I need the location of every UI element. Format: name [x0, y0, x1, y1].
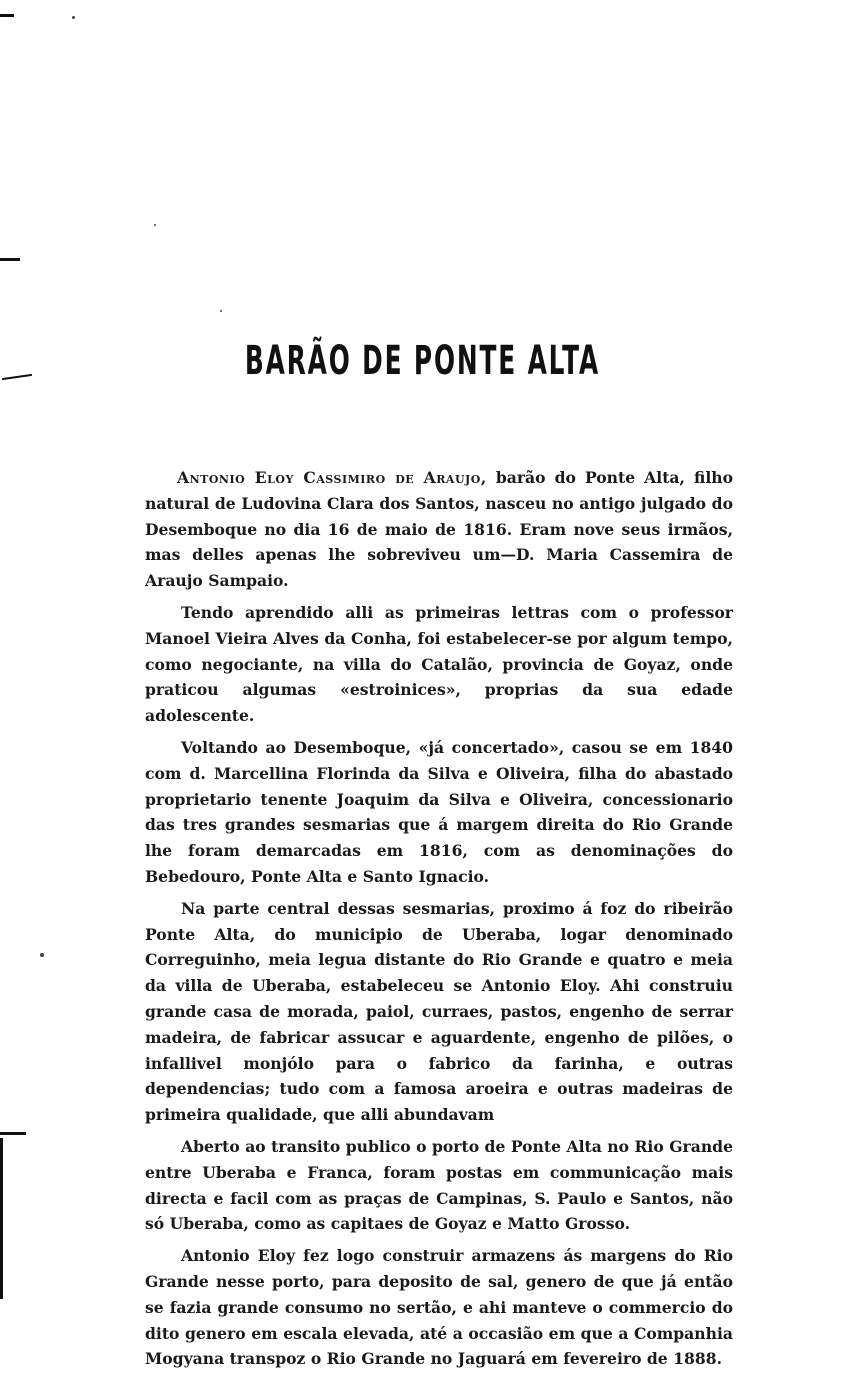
scan-dot [220, 310, 222, 312]
paragraph: Tendo aprendido alli as primeiras lettras com o professor Manoel Vieira Alves da Conha, foi estabelecer-se por algum tempo, como negociante, na villa do Catalão, provincia de Goyaz, onde praticou algumas «estroinices», proprias da sua edade adolescente. [145, 602, 733, 726]
scan-mark [2, 374, 32, 380]
paragraph: Antonio Eloy fez logo construir armazens ás margens do Rio Grande nesse porto, para deposito de sal, genero de que já então se fazia grande consumo no sertão, e ahi manteve o commercio do dito genero em escala elevada, até a occasião em que a Companhia Mogyana transpoz o Rio Grande no Jaguará em fevereiro de 1888. [145, 1246, 733, 1369]
paragraph: Aberto ao transito publico o porto de Ponte Alta no Rio Grande entre Uberaba e Franca, foram postas em communicação mais directa e facil com as praças de Campinas, S. Paulo e Santos, não só Uberaba, como as capitaes de Goyaz e Matto Grosso. [145, 1136, 733, 1234]
scan-dot [154, 224, 156, 226]
scan-dot [72, 16, 75, 19]
page-title: BARÃO DE PONTE ALTA [244, 338, 601, 384]
paragraph-text: barão do Ponte Alta, filho natural de Ludovina Clara dos Santos, nasceu no antigo julgado do Desemboque no dia 16 de maio de 1816. Eram nove seus irmãos, mas delles apenas lhe sobreviveu um—D. Maria Cassemira de Araujo Sampaio. [145, 468, 733, 591]
paragraph: Voltando ao Desemboque, «já concertado», casou se em 1840 com d. Marcellina Florinda da Silva e Oliveira, filha do abastado proprietario tenente Joaquim da Silva e Oliveira, concessionario das tres grandes sesmarias que á margem direita do Rio Grande lhe foram demarcadas em 1816, com as denominações do Bebedouro, Ponte Alta e Santo Ignacio. [145, 737, 733, 886]
scan-mark [0, 1138, 3, 1299]
scan-mark [0, 1132, 26, 1135]
scan-mark [0, 14, 14, 17]
paragraph [145, 465, 733, 594]
document-body [145, 465, 733, 1378]
paragraph-lead: Antonio Eloy Cassimiro de Araujo, [177, 468, 487, 487]
paragraph: Na parte central dessas sesmarias, proximo á foz do ribeirão Ponte Alta, do municipio de Uberaba, logar denominado Correguinho, meia legua distante do Rio Grande e quatro e meia da villa de Uberaba, estabeleceu se Antonio Eloy. Ahi construiu grande casa de morada, paiol, curraes, pastos, engenho de serrar madeira, de fabricar assucar e aguardente, engenho de pilões, o infallivel monjólo para o fabrico da farinha, e outras dependencias; tudo com a famosa aroeira e outras madeiras de primeira qualidade, que alli abundavam [145, 898, 733, 1125]
scan-mark [0, 258, 20, 261]
scan-dot [40, 953, 44, 957]
